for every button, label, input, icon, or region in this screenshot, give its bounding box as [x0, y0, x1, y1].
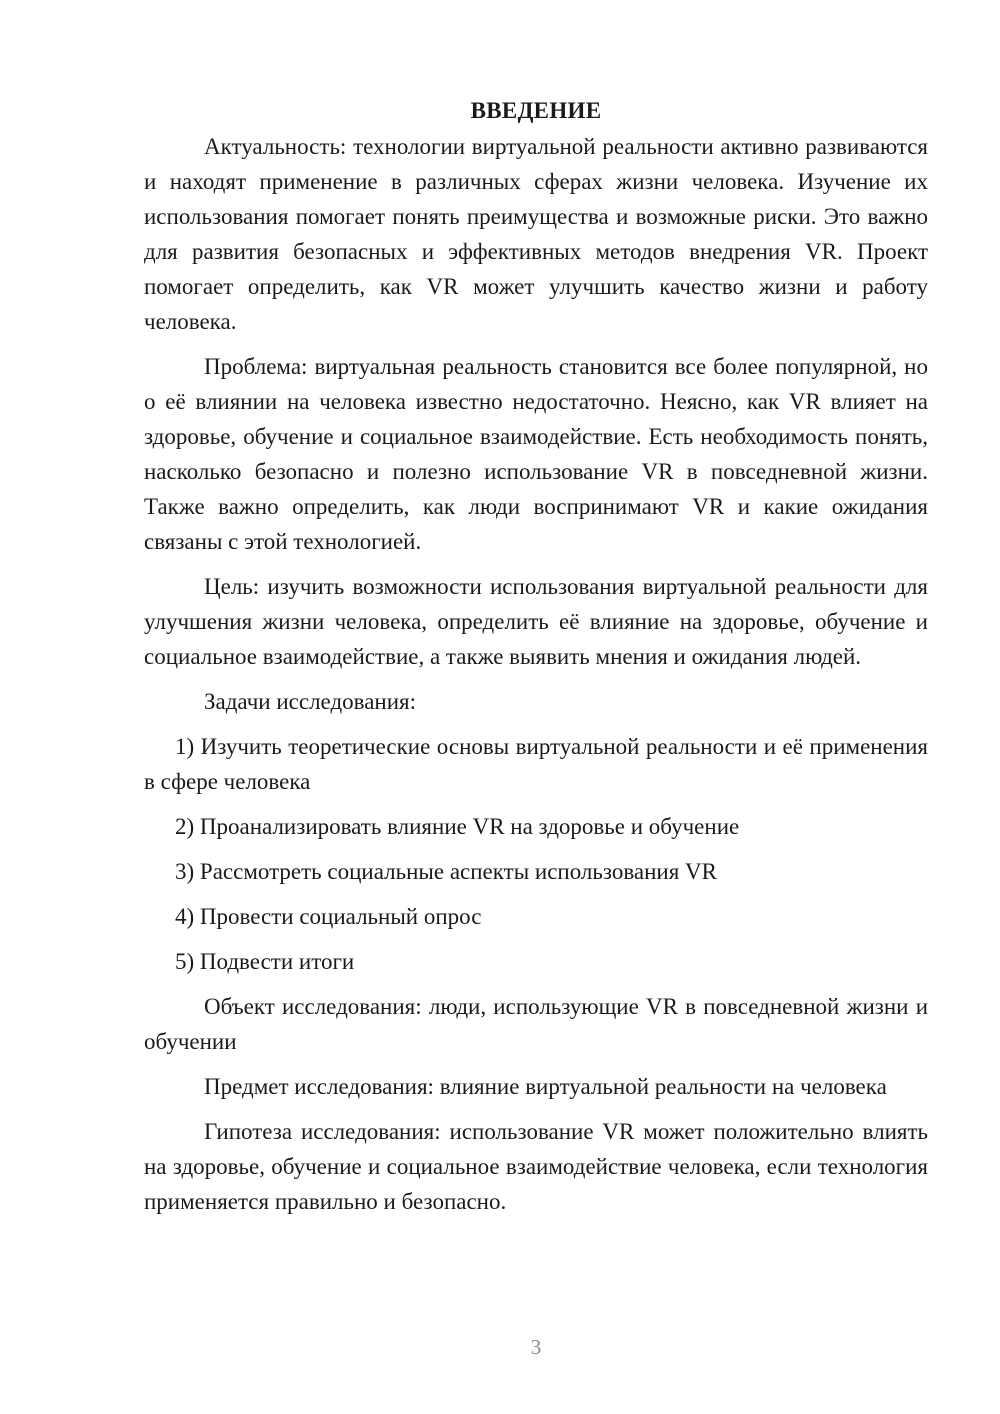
tasks-list: [144, 729, 928, 979]
paragraph-subject: Предмет исследования: влияние виртуальной реальности на человека: [204, 1074, 887, 1099]
paragraph-goal: Цель: изучить возможности использования виртуальной реальности для улучшения жизни человека, определить её влияние на здоровье, обучение и социальное взаимодействие, а также выявить мнения и ожидания людей.: [144, 574, 928, 669]
list-item: 2) Проанализировать влияние VR на здоровье и обучение: [175, 814, 740, 839]
paragraph-problem: Проблема: виртуальная реальность становится все более популярной, но о её влиянии на человека известно недостаточно. Неясно, как VR влияет на здоровье, обучение и социальное взаимодействие. Есть необходимость понять, насколько безопасно и полезно использование VR в повседневной жизни. Также важно определить, как люди воспринимают VR и какие ожидания связаны с этой технологией.: [144, 354, 928, 554]
page-title: ВВЕДЕНИЕ: [470, 98, 602, 123]
paragraph-relevance: Актуальность: технологии виртуальной реальности активно развиваются и находят применение в различных сферах жизни человека. Изучение их использования помогает понять преимущества и возможные риски. Это важно для развития безопасных и эффективных методов внедрения VR. Проект помогает определить, как VR может улучшить качество жизни и работу человека.: [144, 134, 928, 334]
page-content: [144, 96, 928, 1219]
paragraph-hypothesis: Гипотеза исследования: использование VR может положительно влиять на здоровье, обучение и социальное взаимодействие человека, если технология применяется правильно и безопасно.: [144, 1119, 928, 1214]
tasks-heading: Задачи исследования:: [204, 689, 417, 714]
list-item: 1) Изучить теоретические основы виртуальной реальности и её применения в сфере человека: [144, 734, 928, 794]
page-number: 3: [530, 1335, 542, 1359]
list-item: 5) Подвести итоги: [175, 949, 355, 974]
paragraph-object: Объект исследования: люди, использующие VR в повседневной жизни и обучении: [144, 994, 928, 1054]
list-item: 3) Рассмотреть социальные аспекты использования VR: [175, 859, 717, 884]
list-item: 4) Провести социальный опрос: [175, 904, 482, 929]
